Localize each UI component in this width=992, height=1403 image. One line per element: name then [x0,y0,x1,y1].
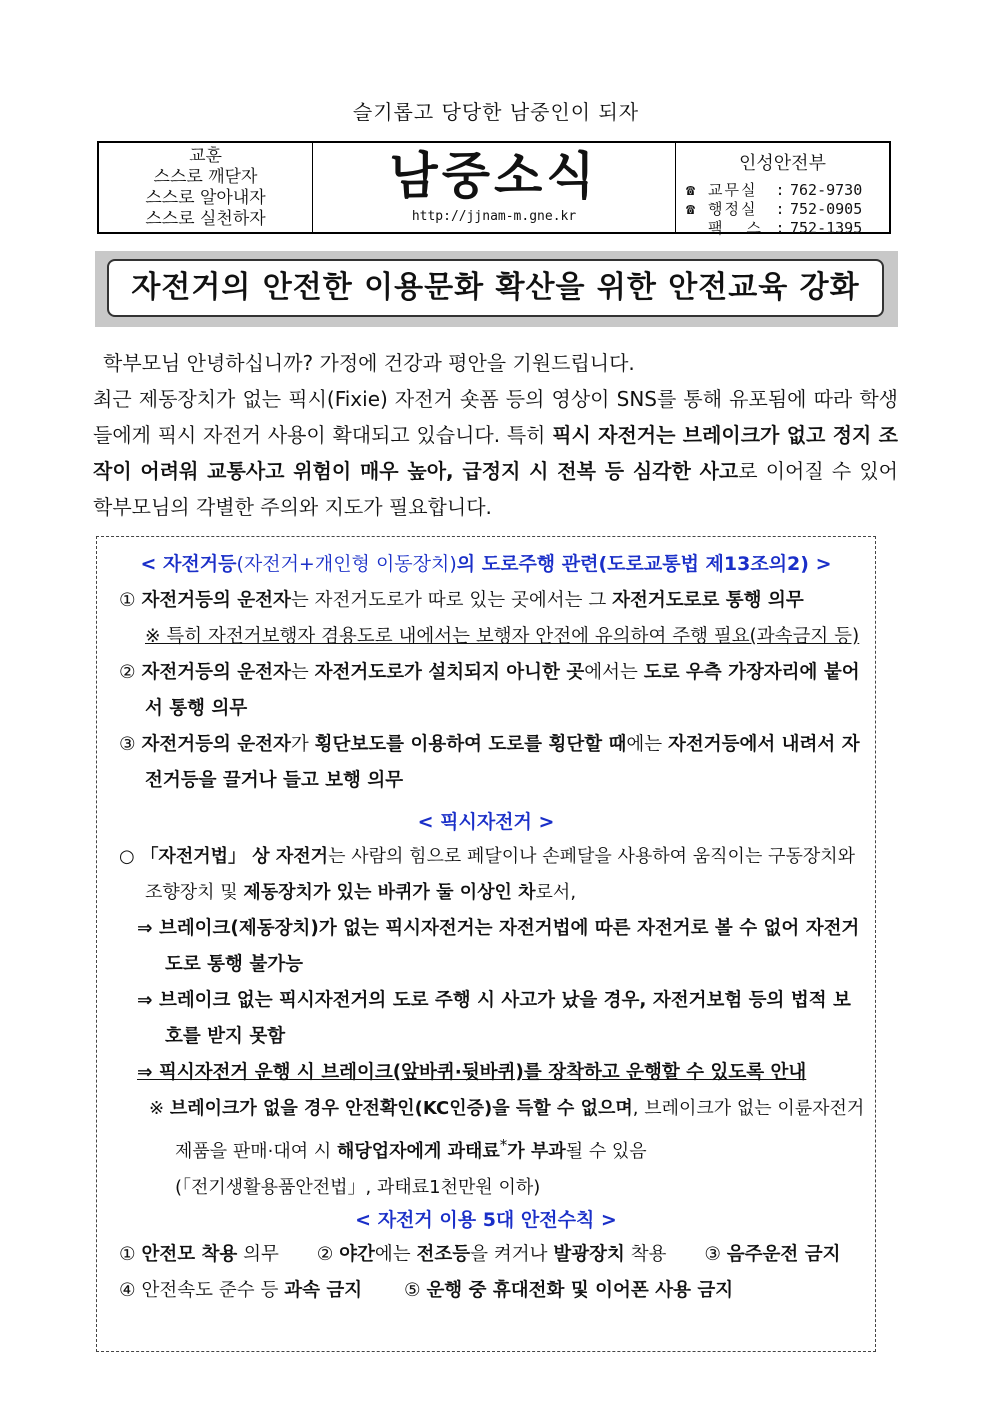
contact-row [676,200,889,219]
intro-text [93,345,898,525]
intro-body-emphasis: 픽시 자전거는 브레이크가 없고 정지 조작이 어려워 교통사고 위험이 매우 높아, 급정지 시 전복 등 심각한 사고 [93,423,898,483]
headline-banner [95,251,898,327]
newsletter-header [97,141,891,237]
contact-separator: : [775,200,785,218]
item-text-bold: 발광장치 [553,1244,625,1265]
safety-rules-row-1 [119,1237,865,1273]
rule-item-1 [119,583,865,619]
item-number: ④ [119,1280,136,1301]
contact-label: 교무실 [708,181,758,199]
rule-item-2 [119,655,867,727]
item-text-bold: 브레이크가 없을 경우 안전확인(KC인증)을 득할 수 없으며 [169,1098,633,1119]
item-number: ② [316,1244,334,1265]
info-box [96,536,876,1352]
item-text-bold: 자전거등에서 내려서 자전거등을 끌거나 들고 보행 의무 [145,734,860,791]
item-text-bold: 자전거등의 운전자 [141,734,291,755]
school-motto-box [99,143,313,232]
item-text: 착용 [624,1244,667,1265]
school-motto-slogan: 슬기롭고 당당한 남중인이 되자 [352,100,640,124]
item-text: 에는 [374,1244,417,1265]
item-text: 는 사람의 힘으로 페달이나 손페달을 사용하여 움직이는 구동장치와 조향장치 및 [145,846,855,903]
motto-line: 스스로 알아내자 [145,188,266,208]
item-text-bold: 안전모 착용 [141,1244,238,1265]
phone-icon: ☎ [686,181,696,199]
phone-icon: ☎ [686,200,696,218]
headline-title: 자전거의 안전한 이용문화 확산을 위한 안전교육 강화 [107,259,884,317]
intro-greeting: 학부모님 안녕하십니까? 가정에 건강과 평안을 기원드립니다. [103,351,635,375]
item-text-bold: 「자전거법」 상 자전거 [140,846,329,867]
newsletter-title-box [313,143,675,232]
section-title-safety-rules: < 자전거 이용 5대 안전수칙 > [355,1209,617,1231]
note-mark: ※ [149,1098,170,1119]
item-text-bold: 자전거등의 운전자 [141,662,291,683]
rule-note-1: ※ 특히 자전거보행자 겸용도로 내에서는 보행자 안전에 유의하여 주행 필요(과속금지 등) [145,626,860,647]
fixie-point-3 [137,1055,867,1091]
contact-separator: : [775,181,785,199]
contact-number: 762-9730 [790,181,863,199]
fixie-point-2: ⇒ 브레이크 없는 픽시자전거의 도로 주행 시 사고가 났을 경우, 자전거보험 등의 법적 보호를 받지 못함 [137,990,851,1047]
item-text: , 브레이크가 없는 이륜자전거 제품을 판매·대여 시 [175,1098,865,1162]
item-text: 로서, [535,882,577,903]
motto-line: 스스로 실천하자 [145,209,266,229]
contact-row [676,181,889,200]
item-text: 는 [290,662,315,683]
section-title-fixie: < 픽시자전거 > [417,811,555,833]
item-text-bold: 야간 [339,1244,375,1265]
motto-label: 교훈 [189,146,222,166]
fixie-point-3-text: ⇒ 픽시자전거 운행 시 브레이크(앞바퀴·뒷바퀴)를 장착하고 운행할 수 있도록 안내 [137,1062,807,1083]
item-text-bold: 음주운전 금지 [726,1244,841,1265]
title-part: (자전거+개인형 이동장치) [236,553,457,575]
fixie-definition [119,839,867,911]
item-text: 될 수 있음 [565,1141,647,1162]
contact-box [675,143,889,237]
contact-label: 팩 스 [708,219,764,237]
item-text-bold: 제동장치가 있는 바퀴가 둘 이상인 차 [243,882,536,903]
item-text: 가 [290,734,315,755]
item-text: (「전기생활용품안전법」, 과태료1천만원 이하) [175,1177,541,1198]
contact-label: 행정실 [708,200,758,218]
kc-note [149,1091,865,1206]
item-text-bold: 자전거등의 운전자 [141,590,291,611]
title-part: < 자전거등 [140,553,237,575]
item-text-bold: 과속 금지 [284,1280,363,1301]
item-number: ① [119,590,136,611]
item-text-bold: 전조등 [416,1244,471,1265]
contact-number: 752-1395 [790,219,863,237]
item-text: 의무 [237,1244,279,1265]
school-url[interactable]: http://jjnam-m.gne.kr [411,209,577,224]
intro-body-text: 로 이어질 수 있어 학부모님의 각별한 주의와 지도가 필요합니다. [93,459,899,519]
bullet-icon: ○ [119,846,141,867]
contact-number: 752-0905 [790,200,863,218]
item-number: ② [119,662,136,683]
fax-icon [686,219,708,238]
item-text-bold: 자전거도로로 통행 의무 [612,590,804,611]
contact-separator: : [775,219,785,237]
intro-body [93,381,898,525]
item-text-bold: 횡단보도를 이용하여 도로를 횡단할 때 [314,734,627,755]
intro-body-text: 최근 제동장치가 없는 픽시(Fixie) 자전거 숏폼 등의 영상이 SNS를 통해 유포됨에 따라 학생들에게 픽시 자전거 사용이 확대되고 있습니다. 특히 [93,387,898,447]
newsletter-title: 남중소식 [389,146,599,205]
item-text: 에서는 [584,662,644,683]
item-number: ⑤ [403,1280,421,1301]
item-text-bold: 해당업자에게 과태료 [337,1141,500,1162]
motto-line: 스스로 깨닫자 [153,167,258,187]
fixie-point-1: ⇒ 브레이크(제동장치)가 없는 픽시자전거는 자전거법에 따른 자전거로 볼 수 없어 자전거도로 통행 불가능 [137,918,860,975]
item-text-bold: 가 부과 [507,1141,566,1162]
item-text-bold: 자전거도로가 설치되지 아니한 곳 [314,662,585,683]
item-text: 안전속도 준수 등 [141,1280,285,1301]
item-number: ③ [119,734,136,755]
contact-row [676,219,889,238]
section-title-road-rules [97,549,875,576]
title-part: 의 도로주행 관련(도로교통법 제13조의2) > [456,553,832,575]
item-text-bold: 도로 우측 가장자리에 붙어서 통행 의무 [145,662,860,719]
item-text: 을 켜거나 [470,1244,554,1265]
item-text-bold: 운행 중 휴대전화 및 이어폰 사용 금지 [426,1280,734,1301]
safety-rules-row-2 [119,1273,865,1309]
rule-item-3 [119,727,867,799]
item-number: ① [119,1244,136,1265]
department-name: 인성안전부 [739,153,826,174]
item-text: 에는 [626,734,668,755]
item-number: ③ [704,1244,721,1265]
footnote-mark: * [499,1136,508,1154]
item-text: 는 자전거도로가 따로 있는 곳에서는 그 [290,590,613,611]
